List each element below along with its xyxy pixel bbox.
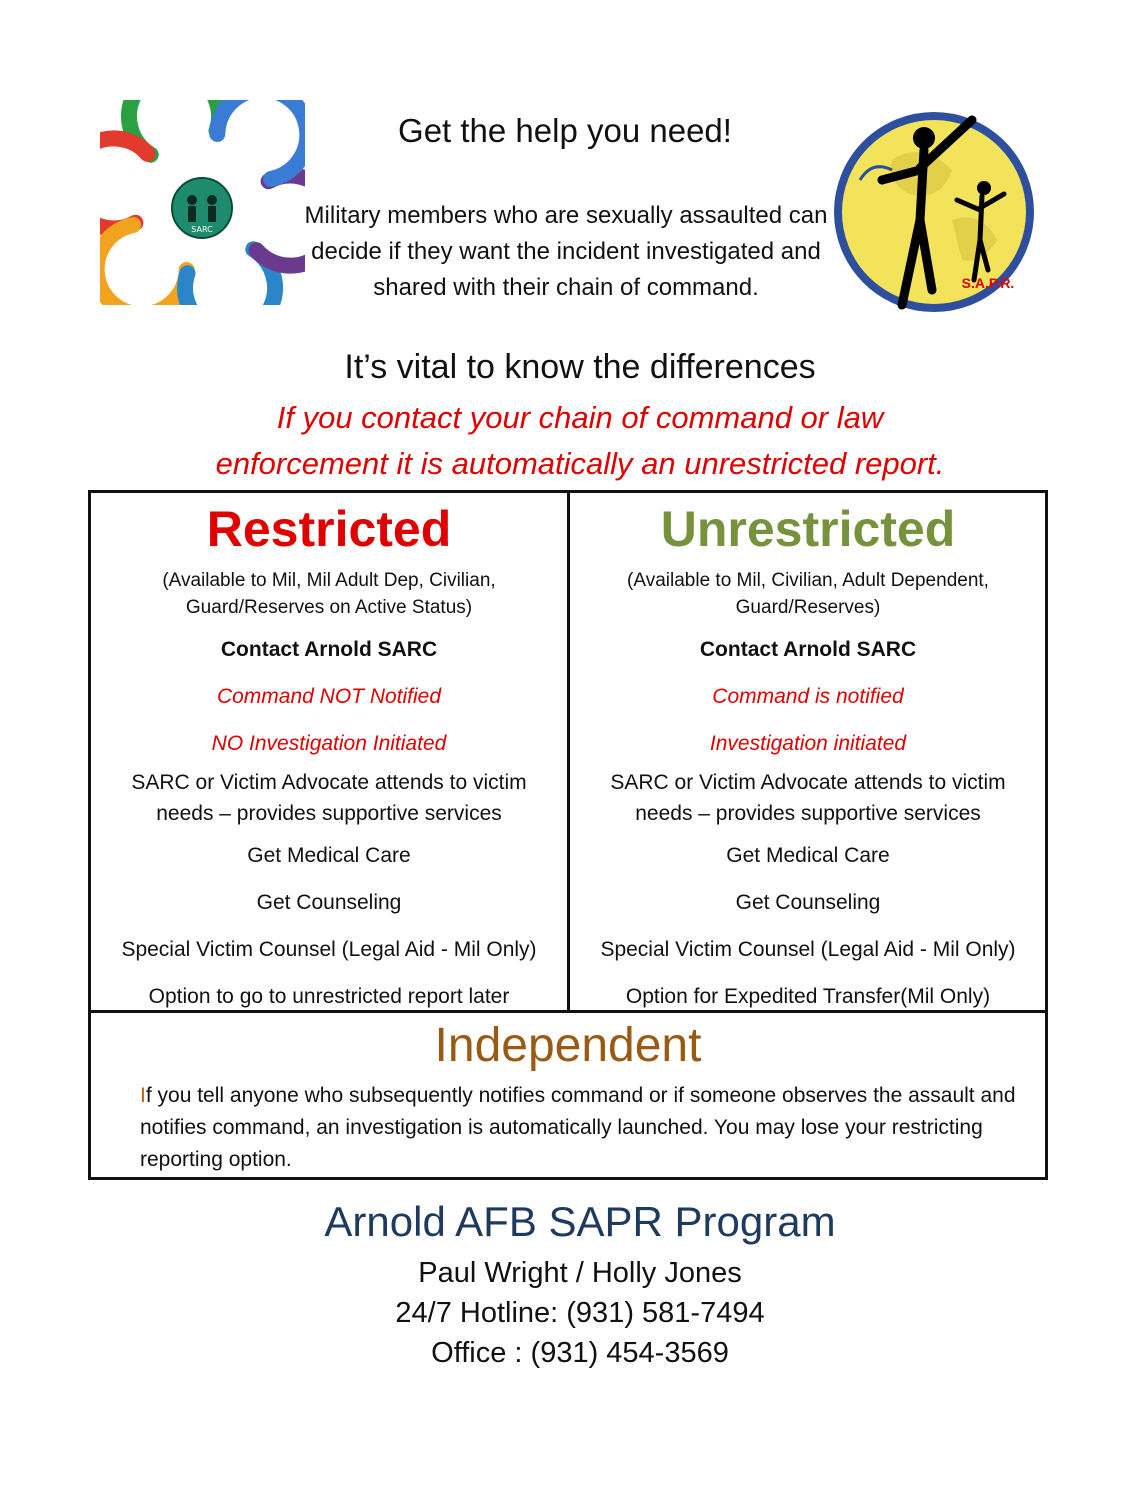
restricted-advocate: SARC or Victim Advocate attends to victim needs – provides supportive services <box>131 771 527 825</box>
program-title: Arnold AFB SAPR Program <box>324 1198 836 1245</box>
restricted-column <box>91 495 567 1012</box>
warning-text <box>100 395 1060 487</box>
unrestricted-availability: (Available to Mil, Civilian, Adult Dependent, Guard/Reserves) <box>627 570 989 618</box>
unrestricted-command: Command is notified <box>712 685 904 708</box>
hotline-number: 24/7 Hotline: (931) 581-7494 <box>395 1297 765 1329</box>
intro-text: Military members who are sexually assaulted can decide if they want the incident investigated and shared with their chain of command. <box>304 202 828 301</box>
restricted-counseling: Get Counseling <box>256 891 402 914</box>
unrestricted-legal: Special Victim Counsel (Legal Aid - Mil Only) <box>600 938 1016 961</box>
warning-line-2: enforcement it is automatically an unrestricted report. <box>215 446 945 481</box>
independent-first-letter: I <box>140 1084 146 1107</box>
unrestricted-medical: Get Medical Care <box>726 844 890 867</box>
independent-title: Independent <box>434 1019 702 1072</box>
restricted-contact: Contact Arnold SARC <box>220 638 438 661</box>
restricted-medical: Get Medical Care <box>247 844 411 867</box>
restricted-investigation: NO Investigation Initiated <box>211 732 447 755</box>
unrestricted-contact: Contact Arnold SARC <box>699 638 917 661</box>
restricted-command: Command NOT Notified <box>216 685 442 708</box>
unrestricted-counseling: Get Counseling <box>735 891 881 914</box>
sarc-logo <box>100 100 305 305</box>
unrestricted-column <box>570 495 1046 1012</box>
unrestricted-advocate: SARC or Victim Advocate attends to victim needs – provides supportive services <box>610 771 1006 825</box>
svg-text:SARC: SARC <box>191 225 213 234</box>
restricted-availability: (Available to Mil, Mil Adult Dep, Civilian, Guard/Reserves on Active Status) <box>162 570 496 618</box>
restricted-title: Restricted <box>206 501 452 557</box>
unrestricted-option: Option for Expedited Transfer(Mil Only) <box>625 985 991 1008</box>
unrestricted-investigation: Investigation initiated <box>709 732 907 755</box>
differences-heading: It’s vital to know the differences <box>344 348 816 386</box>
restricted-legal: Special Victim Counsel (Legal Aid - Mil Only) <box>121 938 537 961</box>
unrestricted-title: Unrestricted <box>660 501 956 557</box>
office-number: Office : (931) 454-3569 <box>431 1337 729 1369</box>
headline: Get the help you need! <box>398 112 732 149</box>
independent-text <box>140 1080 1030 1176</box>
contact-names: Paul Wright / Holly Jones <box>418 1257 742 1289</box>
restricted-option: Option to go to unrestricted report later <box>148 985 510 1008</box>
independent-body: f you tell anyone who subsequently notifies command or if someone observes the assault and notifies command, an investigation is automatically launched. You may lose your restricting reporting option. <box>140 1084 1016 1171</box>
warning-line-1: If you contact your chain of command or law <box>276 400 884 435</box>
svg-text:S.A.P.R.: S.A.P.R. <box>961 275 1015 291</box>
sapr-logo <box>832 100 1047 320</box>
